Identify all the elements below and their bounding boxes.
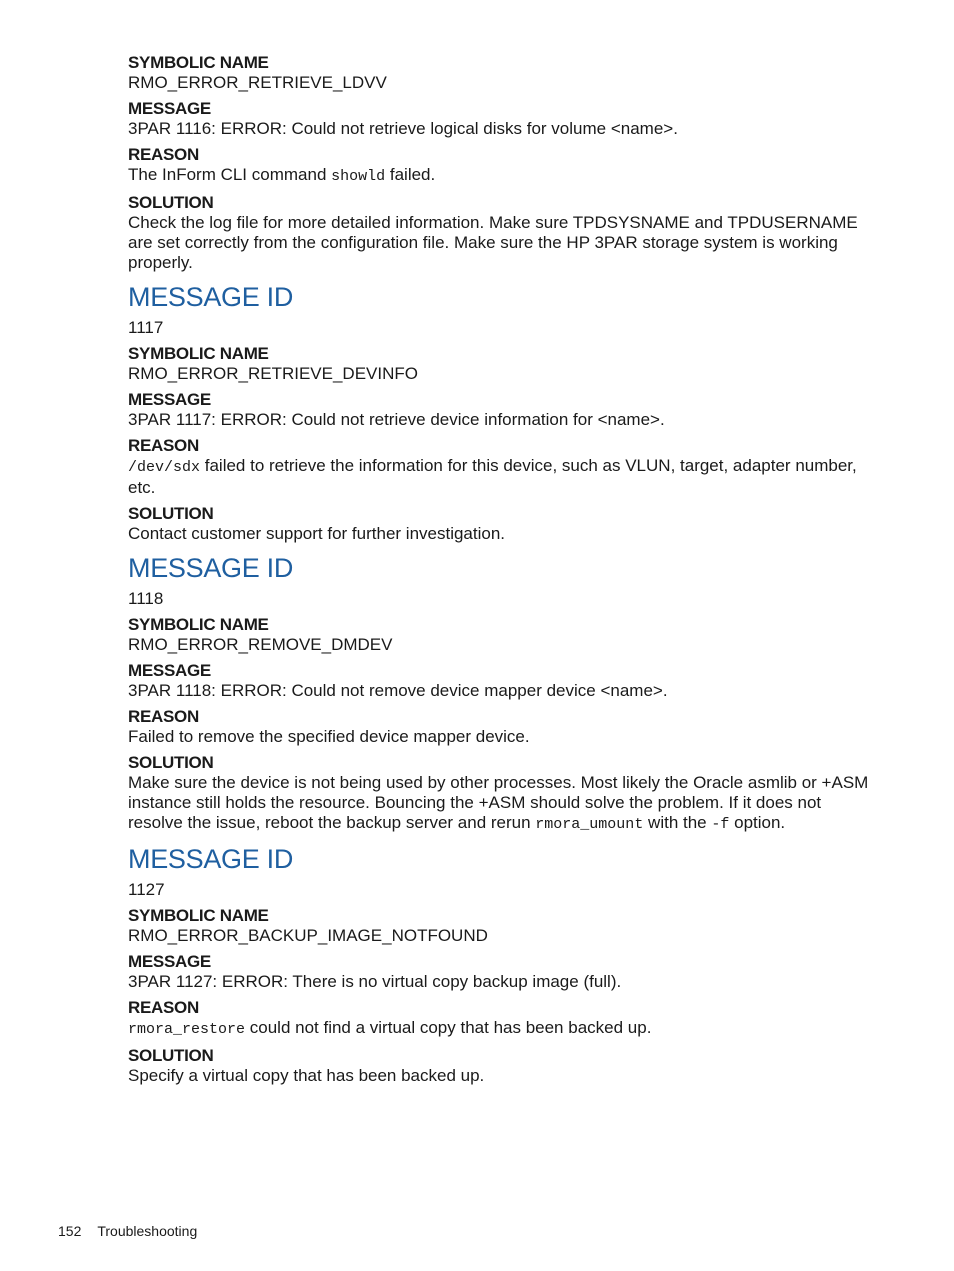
solution-value: Specify a virtual copy that has been backed up. [128, 1066, 485, 1085]
reason-value: Failed to remove the specified device mapper device. [128, 727, 530, 746]
message-id-value: 1117 [128, 318, 164, 337]
message-id-value: 1118 [128, 589, 164, 608]
reason-command-code: rmora_restore [128, 1021, 246, 1038]
reason-text-end: could not find a virtual copy that has been backed up. [245, 1018, 652, 1037]
page-content [128, 53, 873, 1092]
symbolic-name-value: RMO_ERROR_REMOVE_DMDEV [128, 635, 393, 654]
solution-text: Make sure the device is not being used by other processes. Most likely the Oracle asmlib or +ASM instance still holds the resource. Bouncing the +ASM should solve the problem. If it does not resolve the issue, reboot the backup server and rerun [128, 773, 869, 832]
symbolic-name-label: SYMBOLIC NAME [128, 615, 269, 634]
reason-command-code: showld [331, 168, 386, 185]
message-1116-section [128, 53, 873, 273]
reason-label: REASON [128, 145, 199, 164]
message-1117-section [128, 282, 873, 544]
message-id-heading: MESSAGE ID [128, 282, 294, 312]
message-id-heading: MESSAGE ID [128, 844, 294, 874]
message-1118-section [128, 553, 873, 835]
reason-value [128, 1018, 873, 1040]
reason-value [128, 165, 873, 187]
symbolic-name-value: RMO_ERROR_BACKUP_IMAGE_NOTFOUND [128, 926, 488, 945]
solution-label: SOLUTION [128, 193, 214, 212]
reason-text-end: failed to retrieve the information for this device, such as VLUN, target, adapter number, etc. [128, 456, 857, 497]
symbolic-name-value: RMO_ERROR_RETRIEVE_LDVV [128, 73, 387, 92]
message-label: MESSAGE [128, 99, 211, 118]
solution-label: SOLUTION [128, 504, 214, 523]
message-id-value: 1127 [128, 880, 165, 899]
message-label: MESSAGE [128, 661, 211, 680]
symbolic-name-value: RMO_ERROR_RETRIEVE_DEVINFO [128, 364, 418, 383]
reason-text-end: failed. [385, 165, 436, 184]
reason-device-code: /dev/sdx [128, 459, 201, 476]
message-value: 3PAR 1127: ERROR: There is no virtual copy backup image (full). [128, 972, 622, 991]
solution-text-end: option. [729, 813, 786, 832]
message-value: 3PAR 1117: ERROR: Could not retrieve device information for <name>. [128, 410, 665, 429]
page-footer [58, 1222, 197, 1240]
solution-option-code: -f [711, 816, 730, 833]
message-value: 3PAR 1116: ERROR: Could not retrieve logical disks for volume <name>. [128, 119, 678, 138]
symbolic-name-label: SYMBOLIC NAME [128, 53, 269, 72]
reason-label: REASON [128, 998, 199, 1017]
page-number: 152 [58, 1223, 82, 1239]
message-value: 3PAR 1118: ERROR: Could not remove device mapper device <name>. [128, 681, 668, 700]
symbolic-name-label: SYMBOLIC NAME [128, 906, 269, 925]
message-id-heading: MESSAGE ID [128, 553, 294, 583]
message-1127-section [128, 844, 873, 1086]
solution-command-code: rmora_umount [535, 816, 644, 833]
solution-value [128, 773, 873, 835]
message-label: MESSAGE [128, 390, 211, 409]
message-label: MESSAGE [128, 952, 211, 971]
section-title: Troubleshooting [97, 1223, 198, 1239]
reason-text: The InForm CLI command [128, 165, 332, 184]
reason-label: REASON [128, 707, 199, 726]
solution-label: SOLUTION [128, 1046, 214, 1065]
solution-label: SOLUTION [128, 753, 214, 772]
reason-label: REASON [128, 436, 199, 455]
solution-value: Check the log file for more detailed information. Make sure TPDSYSNAME and TPDUSERNAME are set correctly from the configuration file. Make sure the HP 3PAR storage system is working properly. [128, 213, 858, 272]
reason-value [128, 456, 873, 498]
solution-value: Contact customer support for further investigation. [128, 524, 506, 543]
solution-text-mid: with the [643, 813, 712, 832]
symbolic-name-label: SYMBOLIC NAME [128, 344, 269, 363]
